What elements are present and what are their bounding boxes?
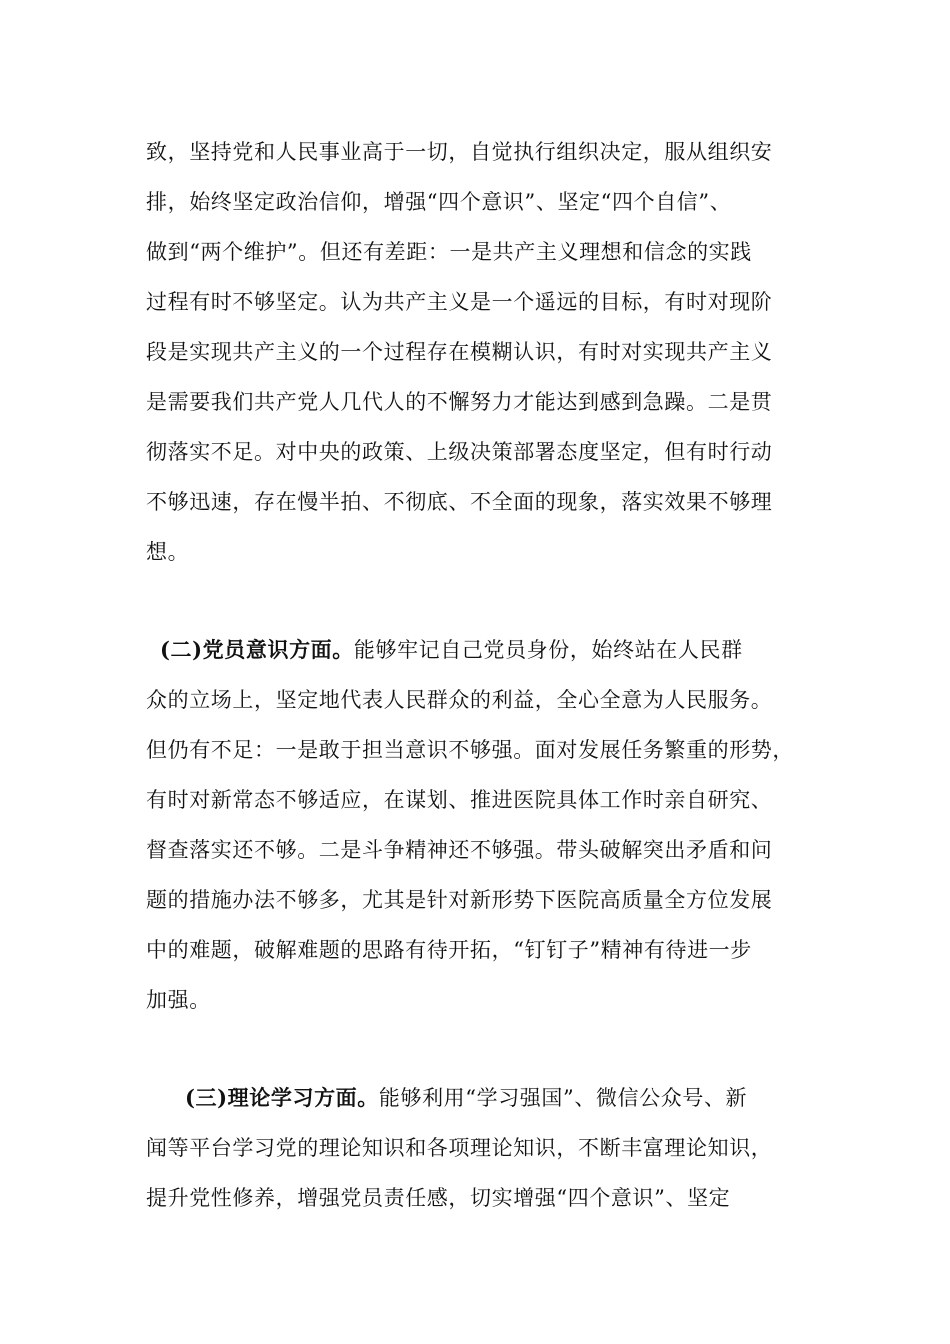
- paragraph-line: 想。: [146, 540, 190, 564]
- paragraph-line: 但仍有不足：一是敢于担当意识不够强。面对发展任务繁重的形势，: [146, 738, 794, 762]
- paragraph-line: 有时对新常态不够适应，在谋划、推进医院具体工作时亲自研究、: [146, 788, 773, 812]
- paragraph-line: 彻落实不足。对中央的政策、上级决策部署态度坚定，但有时行动: [146, 440, 773, 464]
- paragraph-line: 段是实现共产主义的一个过程存在模糊认识，有时对实现共产主义: [146, 340, 773, 364]
- paragraph-line: 致，坚持党和人民事业高于一切，自觉执行组织决定，服从组织安: [146, 140, 773, 164]
- paragraph-line: 提升党性修养，增强党员责任感，切实增强“四个意识”、坚定: [146, 1186, 731, 1210]
- section-first-line: [160, 635, 830, 665]
- paragraph-line: 排，始终坚定政治信仰，增强“四个意识”、坚定“四个自信”、: [146, 190, 732, 214]
- paragraph-line: 众的立场上，坚定地代表人民群众的利益，全心全意为人民服务。: [146, 688, 773, 712]
- section-heading: (二)党员意识方面。: [160, 637, 354, 662]
- paragraph-line: 督查落实还不够。二是斗争精神还不够强。带头破解突出矛盾和问: [146, 838, 773, 862]
- paragraph-line: 加强。: [146, 988, 211, 1012]
- paragraph-line: 题的措施办法不够多，尤其是针对新形势下医院高质量全方位发展: [146, 888, 773, 912]
- paragraph-line: 是需要我们共产党人几代人的不懈努力才能达到感到急躁。二是贯: [146, 390, 773, 414]
- paragraph-line: 中的难题，破解难题的思路有待开拓，“钉钉子”精神有待进一步: [146, 938, 752, 962]
- paragraph-text: 能够利用“学习强国”、微信公众号、新: [378, 1086, 748, 1110]
- section-heading: (三)理论学习方面。: [185, 1085, 379, 1110]
- paragraph-text: 能够牢记自己党员身份，始终站在人民群: [353, 638, 743, 662]
- paragraph-line: 不够迅速，存在慢半拍、不彻底、不全面的现象，落实效果不够理: [146, 490, 773, 514]
- section-first-line: [185, 1083, 830, 1113]
- paragraph-line: 闻等平台学习党的理论知识和各项理论知识，不断丰富理论知识，: [146, 1136, 773, 1160]
- paragraph-line: 做到“两个维护”。但还有差距：一是共产主义理想和信念的实践: [146, 240, 752, 264]
- paragraph-line: 过程有时不够坚定。认为共产主义是一个遥远的目标，有时对现阶: [146, 290, 773, 314]
